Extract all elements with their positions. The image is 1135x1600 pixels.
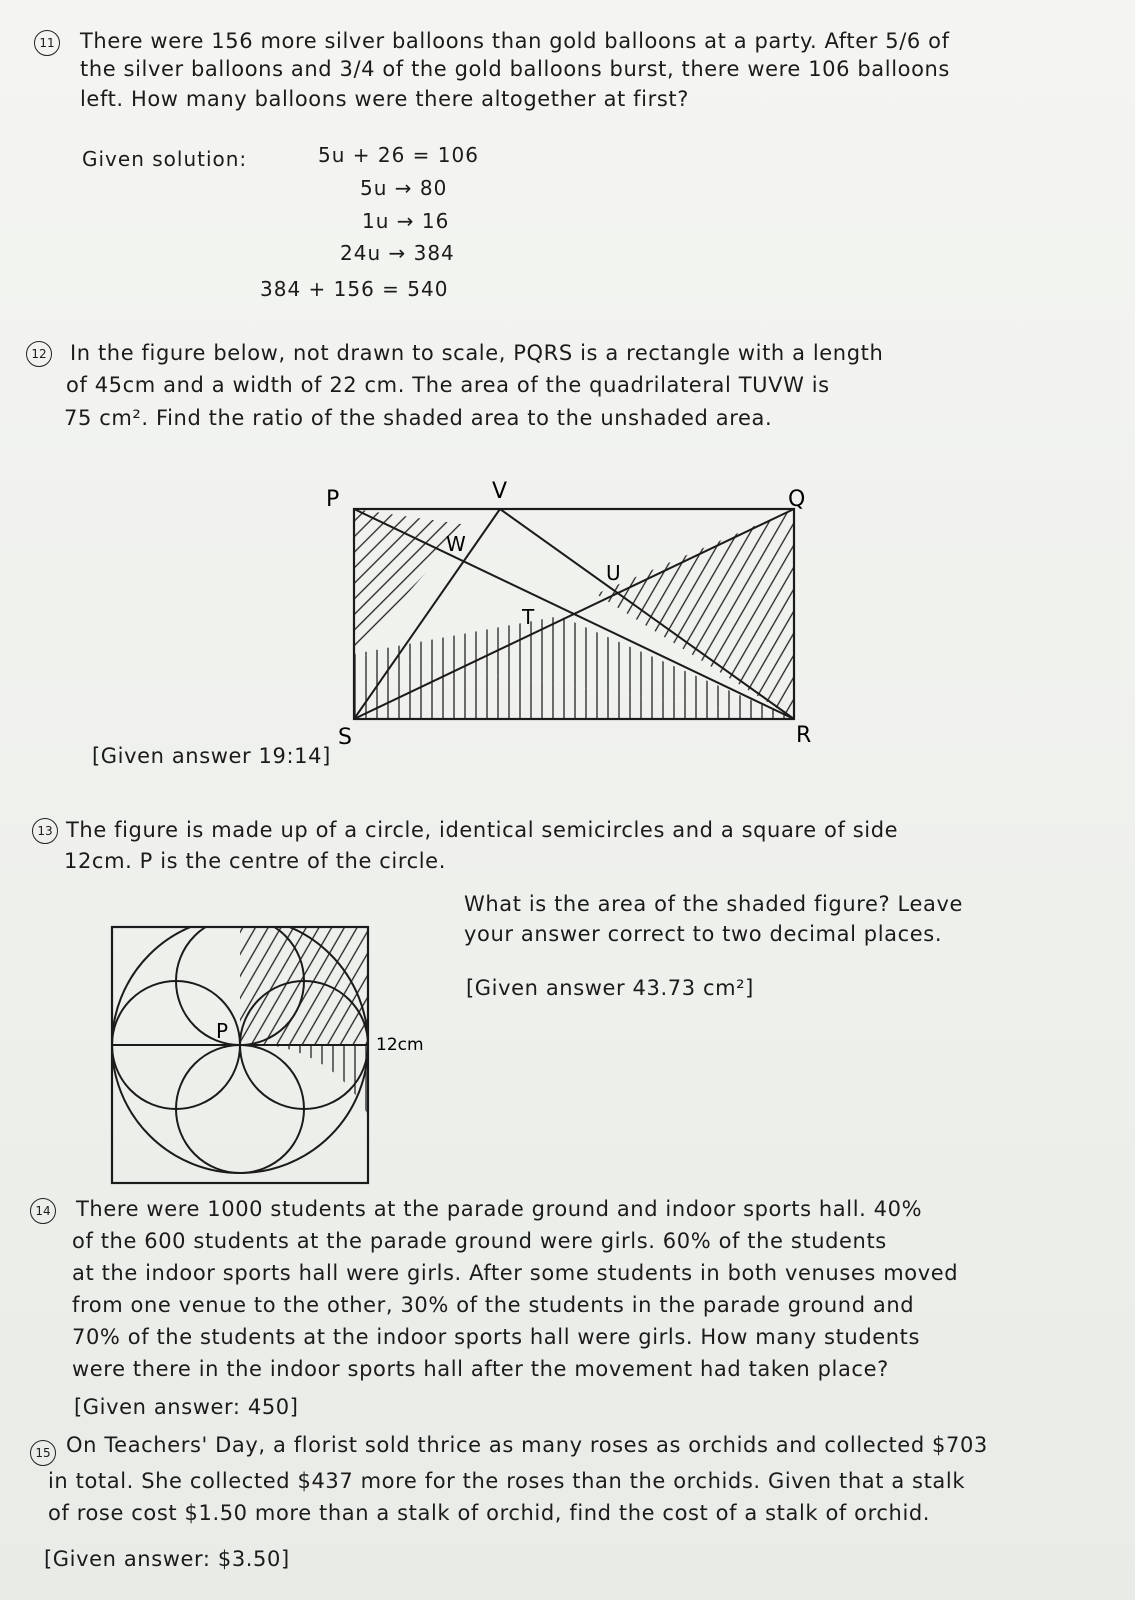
label-t: T [522, 605, 535, 629]
q15-line-2: in total. She collected $437 more for the roses than the orchids. Given that a stalk [48, 1469, 966, 1493]
question-number-12: 12 [26, 341, 52, 367]
q14-line-3: at the indoor sports hall were girls. After some students in both venuses moved [72, 1261, 959, 1285]
q12-line-3: 75 cm². Find the ratio of the shaded area to the unshaded area. [64, 406, 773, 430]
q14-line-2: of the 600 students at the parade ground were girls. 60% of the students [72, 1229, 887, 1253]
q12-answer: [Given answer 19:14] [92, 744, 331, 768]
label-r: R [796, 723, 812, 748]
q13-side-line-1: What is the area of the shaded figure? Leave [464, 892, 964, 916]
label-side-length: 12cm [376, 1035, 424, 1055]
question-number-13: 13 [32, 818, 58, 844]
q13-side-line-2: your answer correct to two decimal places. [464, 922, 943, 946]
q15-line-1: On Teachers' Day, a florist sold thrice as many roses as orchids and collected $703 [66, 1433, 988, 1457]
label-s: S [338, 725, 352, 750]
semicircle-bottom [176, 1045, 304, 1173]
q14-line-6: were there in the indoor sports hall after the movement had taken place? [72, 1357, 889, 1381]
q13-line-1: The figure is made up of a circle, identical semicircles and a square of side [66, 818, 899, 842]
label-p: P [326, 487, 340, 512]
square-circle-figure [112, 917, 424, 1183]
q11-line-3: left. How many balloons were there altogether at first? [80, 87, 689, 111]
q14-line-4: from one venue to the other, 30% of the students in the parade ground and [72, 1293, 915, 1317]
q11-solution-label: Given solution: [82, 147, 248, 171]
q11-solution-step-4: 24u → 384 [340, 241, 455, 265]
shaded-triangle-left [354, 509, 468, 654]
q11-solution-step-3: 1u → 16 [362, 209, 450, 233]
q13-answer: [Given answer 43.73 cm²] [466, 976, 754, 1000]
q11-solution-step-2: 5u → 80 [360, 176, 448, 200]
label-u: U [606, 561, 621, 585]
q14-line-1: There were 1000 students at the parade ground and indoor sports hall. 40% [76, 1197, 923, 1221]
question-number-15: 15 [30, 1440, 56, 1466]
question-number-14: 14 [30, 1198, 56, 1224]
q12-line-2: of 45cm and a width of 22 cm. The area of the quadrilateral TUVW is [66, 373, 830, 397]
q15-line-3: of rose cost $1.50 more than a stalk of orchid, find the cost of a stalk of orchid. [48, 1501, 931, 1525]
question-number-11: 11 [34, 30, 60, 56]
q14-line-5: 70% of the students at the indoor sports hall were girls. How many students [72, 1325, 921, 1349]
label-centre-p: P [216, 1019, 229, 1043]
q14-answer: [Given answer: 450] [74, 1395, 299, 1419]
q11-line-2: the silver balloons and 3/4 of the gold balloons burst, there were 106 balloons [80, 57, 950, 81]
q12-line-1: In the figure below, not drawn to scale, PQRS is a rectangle with a length [70, 341, 884, 365]
q15-answer: [Given answer: $3.50] [44, 1547, 290, 1571]
q11-line-1: There were 156 more silver balloons than gold balloons at a party. After 5/6 of [80, 29, 950, 53]
q13-line-2: 12cm. P is the centre of the circle. [64, 849, 446, 873]
q11-solution-step-1: 5u + 26 = 106 [318, 143, 479, 167]
label-v: V [492, 479, 508, 504]
q11-solution-step-5: 384 + 156 = 540 [260, 277, 449, 301]
label-q: Q [788, 487, 806, 512]
label-w: W [446, 532, 466, 556]
